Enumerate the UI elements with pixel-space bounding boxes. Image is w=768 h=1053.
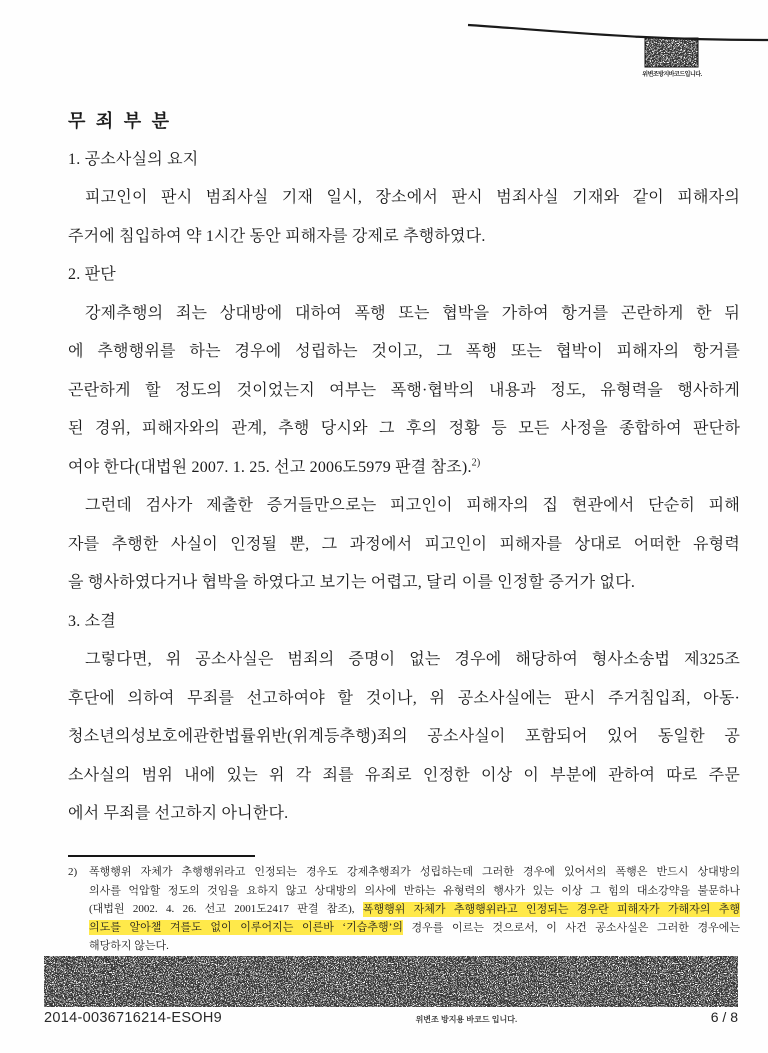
footnote-text: 해당하지 않는다. [89, 940, 169, 953]
footnote-lines [68, 863, 740, 956]
footnote-text: (대법원 2002. 4. 26. 선고 2001도2417 판결 참조), [89, 903, 363, 916]
highlighted-text: 의도를 알아챌 겨를도 없이 이루어지는 이른바 ‘기습추행’의 [89, 921, 403, 934]
body-line: 소사실의 범위 내에 있는 위 각 죄를 유죄로 인정한 이상 이 부분에 관하여 따로 주문 [68, 766, 740, 784]
body-line: 곤란하게 할 정도의 것이었는지 여부는 폭행·협박의 내용과 정도, 유형력을 행사하게 [68, 381, 740, 399]
footnote-line [89, 937, 740, 956]
top-barcode-border [645, 38, 698, 67]
section-heading: 무 죄 부 분 [68, 111, 173, 131]
footnote-line [89, 919, 740, 938]
body-line: 청소년의성보호에관한법률위반(위계등추행)죄의 공소사실이 포함되어 있어 동일한 공 [68, 728, 740, 745]
body-line: 된 경위, 피해자와의 관계, 추행 당시와 그 후의 정황 등 모든 사정을 종합하여 판단하 [68, 420, 740, 437]
top-barcode-caption: 위변조방지바코드입니다. [642, 72, 702, 78]
document-number: 2014-0036716214-ESOH9 [44, 1010, 223, 1026]
footnote-marker: 2) [68, 866, 78, 878]
body-line: 피고인이 판시 범죄사실 기재 일시, 장소에서 판시 범죄사실 기재와 같이 피해자의 [85, 189, 740, 206]
document-body [68, 102, 740, 834]
footnote-line [89, 863, 740, 882]
page-number: 6 / 8 [710, 1009, 738, 1025]
body-line: 그렇다면, 위 공소사실은 범죄의 증명이 없는 경우에 해당하여 형사소송법 제325조 [85, 651, 740, 668]
top-barcode-icon [645, 38, 698, 67]
footnote-line [89, 900, 740, 919]
body-line: 1. 공소사실의 요지 [68, 150, 199, 168]
body-line: 에서 무죄를 선고하지 아니한다. [68, 805, 289, 822]
body-line: 2. 판단 [68, 266, 116, 283]
body-line: 여야 한다(대법원 2007. 1. 25. 선고 2006도5979 판결 참조).$^{2)}$ [68, 457, 481, 476]
body-line: 3. 소결 [68, 612, 116, 630]
page-footer [44, 1009, 738, 1026]
body-line: 후단에 의하여 무죄를 선고하여야 할 것이나, 위 공소사실에는 판시 주거침입죄, 아동· [68, 689, 740, 707]
body-line: 강제추행의 죄는 상대방에 대하여 폭행 또는 협박을 가하여 항거를 곤란하게 한 뒤 [85, 304, 740, 322]
footnote-reference: 2) [471, 457, 481, 469]
footnote-block [68, 855, 740, 956]
anti-forgery-caption: 위변조 방지용 바코드 입니다. [415, 1015, 518, 1024]
footnote-separator [68, 855, 255, 857]
footnote-text: 폭행행위 자체가 추행행위라고 인정되는 경우도 강제추행죄가 성립하는데 그러한 경우에 있어서의 폭행은 반드시 상대방의 [89, 866, 740, 878]
body-line: 에 추행행위를 하는 경우에 성립하는 것이고, 그 폭행 또는 협박이 피해자의 항거를 [68, 343, 740, 360]
body-line: 을 행사하였다거나 협박을 하였다고 보기는 어렵고, 달리 이를 인정할 증거가 없다. [68, 574, 636, 591]
highlighted-text: 폭행행위 자체가 추행행위라고 인정되는 경우란 피해자가 가해자의 추행 [362, 903, 740, 916]
footnote-line [89, 882, 740, 901]
security-noise-band [44, 956, 738, 1007]
scan-fold-line [468, 25, 768, 40]
body-line: 주거에 침입하여 약 1시간 동안 피해자를 강제로 추행하였다. [68, 227, 486, 245]
body-line: 그런데 검사가 제출한 증거들만으로는 피고인이 피해자의 집 현관에서 단순히 피해 [85, 497, 740, 514]
body-line: 자를 추행한 사실이 인정될 뿐, 그 과정에서 피고인이 피해자를 상대로 어떠한 유형력 [68, 535, 740, 553]
footnote-text: 의사를 억압할 정도의 것임을 요하지 않고 상대방의 의사에 반하는 유형력의 행사가 있는 이상 그 힘의 대소강약을 불문하나 [89, 884, 740, 897]
footnote-text: 경우를 이르는 것으로서, 이 사건 공소사실은 그러한 경우에는 [402, 921, 740, 934]
